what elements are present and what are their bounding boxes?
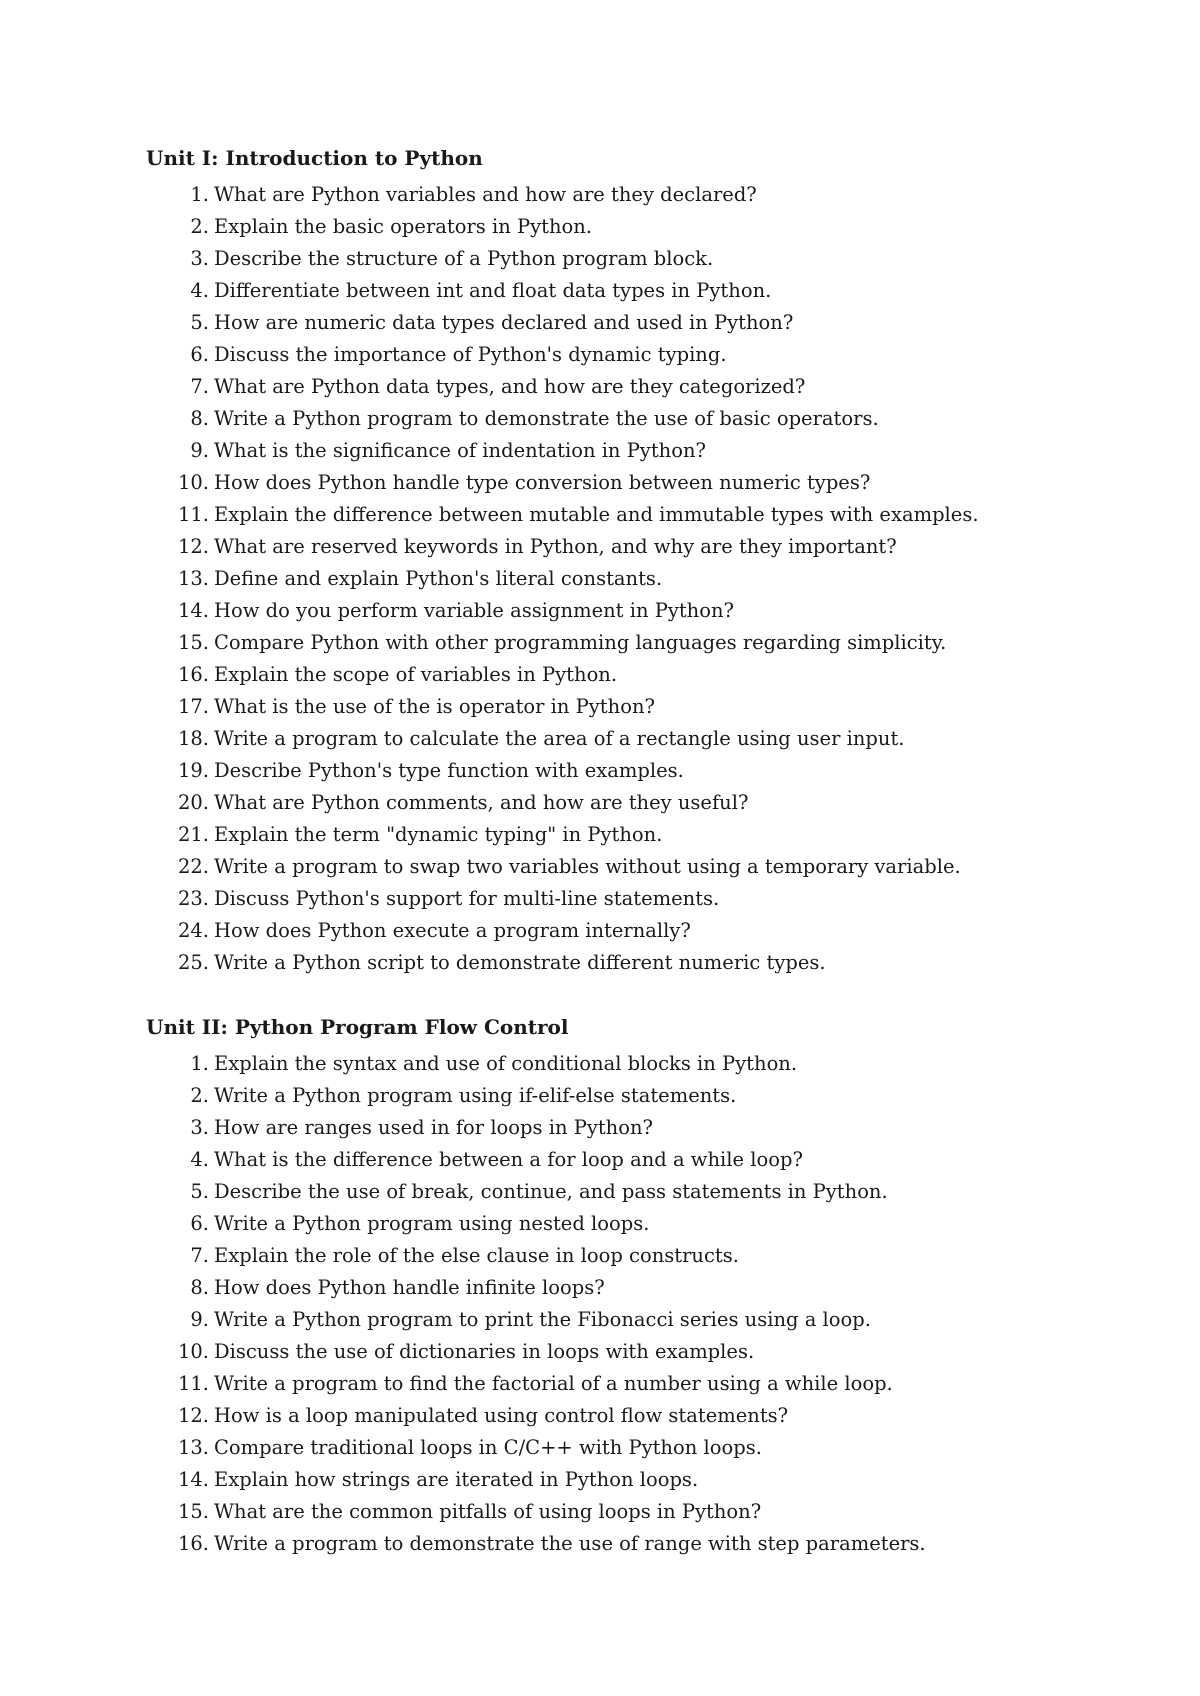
question-number: 11.	[177, 1372, 209, 1395]
question-number: 3.	[190, 1116, 209, 1139]
question-number: 9.	[190, 1308, 209, 1331]
question-text: Explain the role of the else clause in loop constructs.	[214, 1244, 739, 1267]
question-item	[146, 947, 1146, 979]
question-item	[146, 723, 1146, 755]
question-number: 13.	[177, 1436, 209, 1459]
question-text: Describe Python's type function with examples.	[214, 759, 684, 782]
question-item	[146, 1176, 1146, 1208]
question-text: What is the difference between a for loop and a while loop?	[214, 1148, 803, 1171]
question-item	[146, 1080, 1146, 1112]
question-text: How does Python handle infinite loops?	[214, 1276, 605, 1299]
question-item	[146, 1336, 1146, 1368]
question-number: 10.	[177, 471, 209, 494]
question-number: 2.	[190, 1084, 209, 1107]
question-text: What are the common pitfalls of using loops in Python?	[214, 1500, 762, 1523]
question-item	[146, 403, 1146, 435]
question-item	[146, 627, 1146, 659]
question-number: 5.	[190, 1180, 209, 1203]
question-number: 6.	[190, 343, 209, 366]
question-number: 1.	[190, 183, 209, 206]
question-item	[146, 883, 1146, 915]
question-text: Write a Python program using if-elif-else statements.	[214, 1084, 737, 1107]
question-text: How does Python handle type conversion between numeric types?	[214, 471, 871, 494]
question-item	[146, 1432, 1146, 1464]
question-text: Write a program to swap two variables without using a temporary variable.	[214, 855, 961, 878]
question-number: 4.	[190, 1148, 209, 1171]
question-number: 9.	[190, 439, 209, 462]
question-text: Describe the structure of a Python program block.	[214, 247, 714, 270]
question-number: 21.	[177, 823, 209, 846]
question-number: 2.	[190, 215, 209, 238]
question-item	[146, 755, 1146, 787]
question-item	[146, 819, 1146, 851]
unit-2-section	[146, 1016, 1146, 1560]
question-text: How is a loop manipulated using control flow statements?	[214, 1404, 789, 1427]
question-number: 1.	[190, 1052, 209, 1075]
question-item	[146, 499, 1146, 531]
question-number: 20.	[177, 791, 209, 814]
question-item	[146, 1400, 1146, 1432]
question-item	[146, 243, 1146, 275]
question-item	[146, 1112, 1146, 1144]
question-text: Discuss Python's support for multi-line statements.	[214, 887, 720, 910]
question-text: Compare traditional loops in C/C++ with Python loops.	[214, 1436, 762, 1459]
question-number: 15.	[177, 1500, 209, 1523]
question-text: Write a program to demonstrate the use of range with step parameters.	[214, 1532, 926, 1555]
question-text: Explain how strings are iterated in Python loops.	[214, 1468, 699, 1491]
unit-1-heading: Unit I: Introduction to Python	[146, 146, 483, 170]
question-number: 14.	[177, 599, 209, 622]
unit-2-heading: Unit II: Python Program Flow Control	[146, 1015, 569, 1039]
question-item	[146, 1272, 1146, 1304]
question-number: 16.	[177, 663, 209, 686]
question-item	[146, 307, 1146, 339]
question-item	[146, 1144, 1146, 1176]
question-item	[146, 563, 1146, 595]
question-number: 22.	[177, 855, 209, 878]
question-text: Explain the syntax and use of conditional blocks in Python.	[214, 1052, 798, 1075]
question-text: What is the significance of indentation in Python?	[214, 439, 706, 462]
question-number: 5.	[190, 311, 209, 334]
question-number: 18.	[177, 727, 209, 750]
unit-1-section	[146, 147, 1146, 979]
question-text: Explain the term "dynamic typing" in Python.	[214, 823, 663, 846]
question-number: 7.	[190, 375, 209, 398]
question-text: Discuss the importance of Python's dynamic typing.	[214, 343, 727, 366]
question-number: 24.	[177, 919, 209, 942]
question-item	[146, 691, 1146, 723]
question-text: What are reserved keywords in Python, and why are they important?	[214, 535, 897, 558]
question-item	[146, 1528, 1146, 1560]
question-text: How does Python execute a program internally?	[214, 919, 691, 942]
question-number: 11.	[177, 503, 209, 526]
question-item	[146, 1368, 1146, 1400]
question-number: 7.	[190, 1244, 209, 1267]
question-text: Write a program to calculate the area of a rectangle using user input.	[214, 727, 905, 750]
question-item	[146, 371, 1146, 403]
question-number: 17.	[177, 695, 209, 718]
question-item	[146, 659, 1146, 691]
question-item	[146, 851, 1146, 883]
question-text: Compare Python with other programming languages regarding simplicity.	[214, 631, 947, 654]
question-text: What is the use of the is operator in Python?	[214, 695, 655, 718]
question-item	[146, 435, 1146, 467]
question-number: 3.	[190, 247, 209, 270]
question-text: Discuss the use of dictionaries in loops with examples.	[214, 1340, 755, 1363]
question-text: Explain the scope of variables in Python.	[214, 663, 618, 686]
question-number: 4.	[190, 279, 209, 302]
question-text: Write a program to find the factorial of a number using a while loop.	[214, 1372, 893, 1395]
question-item	[146, 1208, 1146, 1240]
question-item	[146, 1048, 1146, 1080]
question-number: 13.	[177, 567, 209, 590]
question-item	[146, 467, 1146, 499]
question-text: Write a Python script to demonstrate different numeric types.	[214, 951, 826, 974]
question-text: Define and explain Python's literal constants.	[214, 567, 663, 590]
unit-1-question-list	[146, 179, 1146, 979]
question-item	[146, 1240, 1146, 1272]
question-number: 8.	[190, 407, 209, 430]
question-item	[146, 787, 1146, 819]
question-text: What are Python variables and how are they declared?	[214, 183, 757, 206]
question-text: How do you perform variable assignment in Python?	[214, 599, 734, 622]
question-text: What are Python data types, and how are they categorized?	[214, 375, 806, 398]
question-number: 23.	[177, 887, 209, 910]
question-text: Write a Python program to print the Fibonacci series using a loop.	[214, 1308, 871, 1331]
question-number: 12.	[177, 535, 209, 558]
question-text: Write a Python program to demonstrate the use of basic operators.	[214, 407, 879, 430]
question-item	[146, 339, 1146, 371]
question-text: What are Python comments, and how are they useful?	[214, 791, 749, 814]
question-number: 25.	[177, 951, 209, 974]
question-item	[146, 531, 1146, 563]
question-text: Write a Python program using nested loops.	[214, 1212, 650, 1235]
question-text: Explain the difference between mutable and immutable types with examples.	[214, 503, 979, 526]
question-number: 12.	[177, 1404, 209, 1427]
question-number: 19.	[177, 759, 209, 782]
question-number: 6.	[190, 1212, 209, 1235]
question-number: 16.	[177, 1532, 209, 1555]
question-text: How are numeric data types declared and used in Python?	[214, 311, 794, 334]
question-text: Differentiate between int and float data types in Python.	[214, 279, 772, 302]
question-item	[146, 1464, 1146, 1496]
question-item	[146, 1304, 1146, 1336]
question-item	[146, 211, 1146, 243]
question-number: 10.	[177, 1340, 209, 1363]
question-number: 8.	[190, 1276, 209, 1299]
unit-2-question-list	[146, 1048, 1146, 1560]
question-item	[146, 1496, 1146, 1528]
question-number: 15.	[177, 631, 209, 654]
question-text: Explain the basic operators in Python.	[214, 215, 593, 238]
question-item	[146, 595, 1146, 627]
question-item	[146, 915, 1146, 947]
question-number: 14.	[177, 1468, 209, 1491]
question-text: Describe the use of break, continue, and pass statements in Python.	[214, 1180, 888, 1203]
question-text: How are ranges used in for loops in Python?	[214, 1116, 653, 1139]
question-item	[146, 275, 1146, 307]
question-item	[146, 179, 1146, 211]
